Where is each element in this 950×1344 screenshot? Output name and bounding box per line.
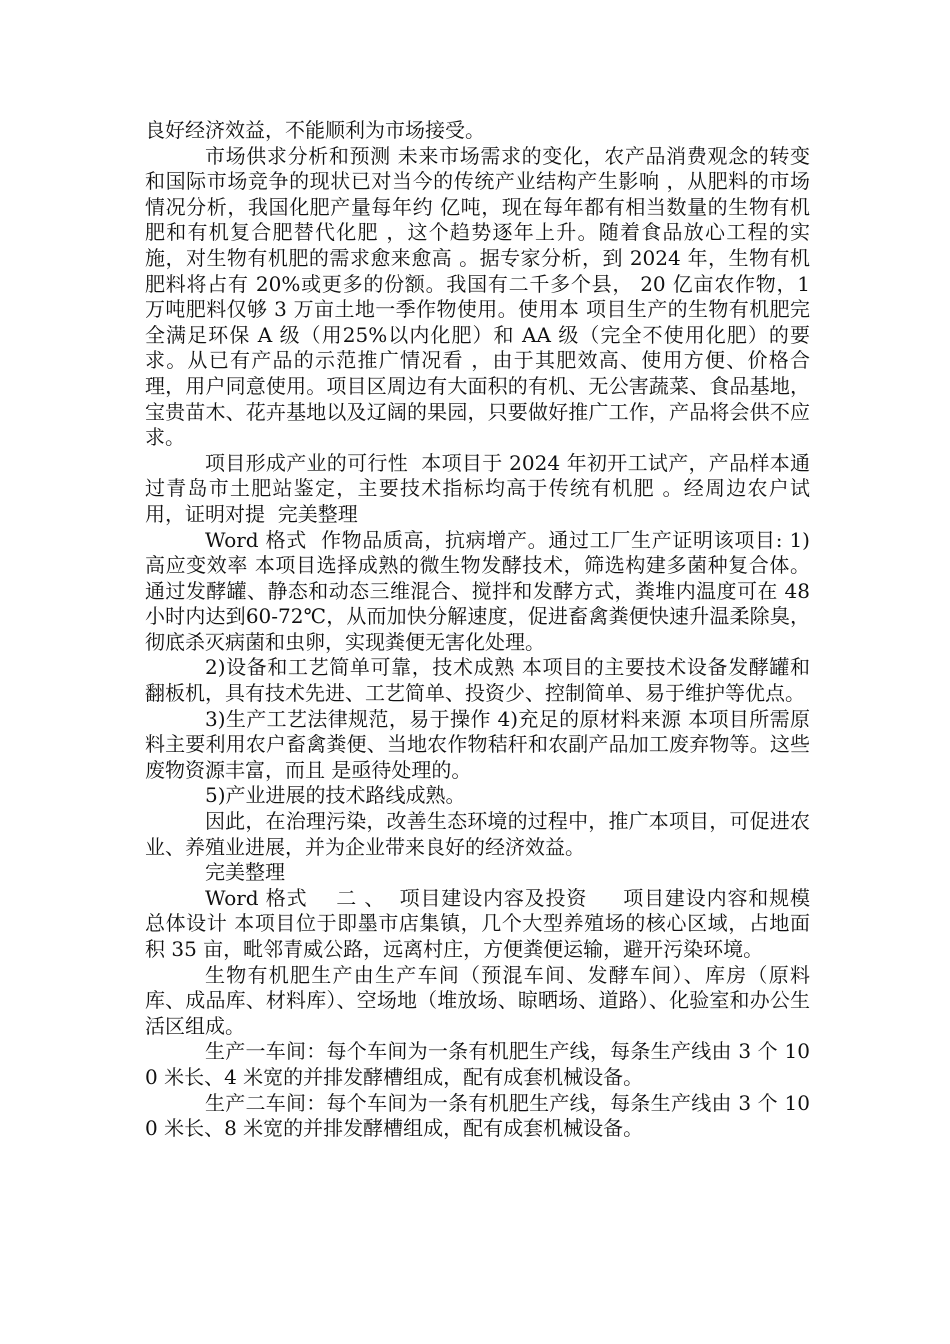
paragraph-process: 3)生产工艺法律规范，易于操作 4)充足的原材料来源 本项目所需原料主要利用农户畜禽粪便、当地农作物秸秆和农副产品加工废弃物等。这些废物资源丰富，而且 是亟待处理的。 — [145, 706, 810, 782]
paragraph-market-analysis: 市场供求分析和预测 未来市场需求的变化，农产品消费观念的转变和国际市场竞争的现状已对当今的传统产业结构产生影响 ，从肥料的市场情况分析，我国化肥产量每年约 亿吨，现在每年都有相当数量的生物有机肥和有机复合肥替代化肥 ，这个趋势逐年上升。随着食品放心工程的实施，对生物有机肥的需求愈来愈高 。据专家分析，到 2024 年，生物有机肥料将占有 20%或更多的份额。我国有二千多个县， 20 亿亩农作物，1 万吨肥料仅够 3 万亩土地一季作物使用。使用本 项目生产的生物有机肥完全满足环保 A 级（用25%以内化肥）和 AA 级（完全不使用化肥）的要求。从已有产品的示范推广情况看 ，由于其肥效高、使用方便、价格合理，用户同意使用。项目区周边有大面积的有机、无公害蔬菜、食品基地，宝贵苗木、花卉基地以及辽阔的果园，只要做好推广工作，产品将会供不应求。 — [145, 143, 817, 450]
paragraph-perfect-arrange: 完美整理 — [205, 860, 285, 885]
paragraph-workshop-2: 生产二车间：每个车间为一条有机肥生产线，每条生产线由 3 个 100 米长、8 米宽的并排发酵槽组成，配有成套机械设备。 — [145, 1090, 810, 1141]
paragraph-equipment: 2)设备和工艺简单可靠，技术成熟 本项目的主要技术设备发酵罐和翻板机，具有技术先进、工艺简单、投资少、控制简单、易于维护等优点。 — [145, 655, 810, 706]
paragraph-1: 良好经济效益，不能顺利为市场接受。 — [145, 118, 485, 142]
document-page — [145, 118, 836, 1142]
paragraph-construction: Word 格式 二 、 项目建设内容及投资 项目建设内容和规模 总体设计 本项目位于即墨市店集镇，几个大型养殖场的核心区域，占地面积 35 亩，毗邻青威公路，远离村庄，方便粪便运输，避开污染环境。 — [145, 885, 836, 961]
paragraph-workshop-1: 生产一车间：每个车间为一条有机肥生产线，每条生产线由 3 个 100 米长、4 米宽的并排发酵槽组成，配有成套机械设备。 — [145, 1039, 810, 1089]
paragraph-word-format-1: Word 格式 作物品质高，抗病增产。通过工厂生产证明该项目: 1)高应变效率 本项目选择成熟的微生物发酵技术，筛选构建多菌种复合体。通过发酵罐、静态和动态三维混合、搅拌和发酵方式，粪堆内温度可在 48 小时内达到60-72℃，从而加快分解速度，促进畜禽粪便快速升温柔除臭，彻底杀灭病菌和虫卵，实现粪便无害化处理。 — [145, 527, 817, 654]
paragraph-composition: 生物有机肥生产由生产车间（预混车间、发酵车间）、库房（原料库、成品库、材料库）、空场地（堆放场、晾晒场、道路）、化验室和办公生活区组成。 — [145, 962, 810, 1038]
paragraph-conclusion: 因此，在治理污染，改善生态环境的过程中，推广本项目，可促进农业、养殖业进展，并为企业带来良好的经济效益。 — [145, 809, 810, 859]
paragraph-tech-route: 5)产业进展的技术路线成熟。 — [205, 783, 466, 808]
paragraph-feasibility: 项目形成产业的可行性 本项目于 2024 年初开工试产，产品样本通过青岛市土肥站鉴定，主要技术指标均高于传统有机肥 。经周边农户试用，证明对提 完美整理 — [145, 450, 810, 526]
